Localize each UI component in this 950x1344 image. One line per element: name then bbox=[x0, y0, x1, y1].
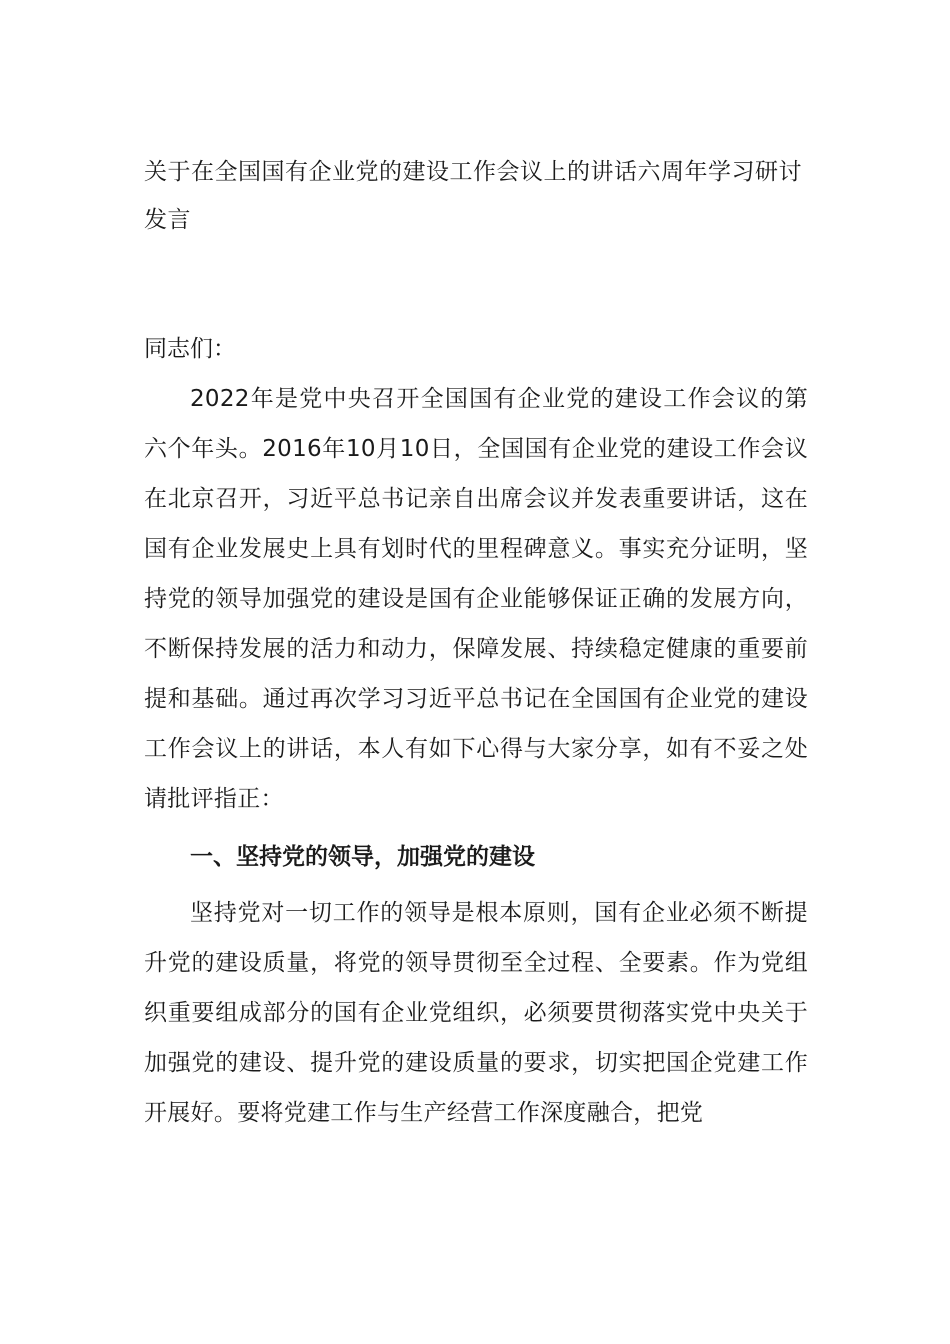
section-paragraph: 坚持党对一切工作的领导是根本原则，国有企业必须不断提升党的建设质量，将党的领导贯彻至全过程、全要素。作为党组织重要组成部分的国有企业党组织，必须要贯彻落实党中央关于加强党的建设、提升党的建设质量的要求，切实把国企党建工作开展好。要将党建工作与生产经营工作深度融合，把党 bbox=[144, 900, 808, 1126]
document-body bbox=[144, 148, 808, 1138]
section-heading: 一、坚持党的领导，加强党的建设 bbox=[190, 844, 535, 870]
document-title: 关于在全国国有企业党的建设工作会议上的讲话六周年学习研讨发言 bbox=[144, 159, 802, 233]
salutation: 同志们： bbox=[144, 336, 236, 362]
intro-paragraph: 2022年是党中央召开全国国有企业党的建设工作会议的第六个年头。2016年10月10日，全国国有企业党的建设工作会议在北京召开，习近平总书记亲自出席会议并发表重要讲话，这在国有企业发展史上具有划时代的里程碑意义。事实充分证明，坚持党的领导加强党的建设是国有企业能够保证正确的发展方向，不断保持发展的活力和动力，保障发展、持续稳定健康的重要前提和基础。通过再次学习习近平总书记在全国国有企业党的建设工作会议上的讲话，本人有如下心得与大家分享，如有不妥之处请批评指正： bbox=[144, 386, 808, 812]
